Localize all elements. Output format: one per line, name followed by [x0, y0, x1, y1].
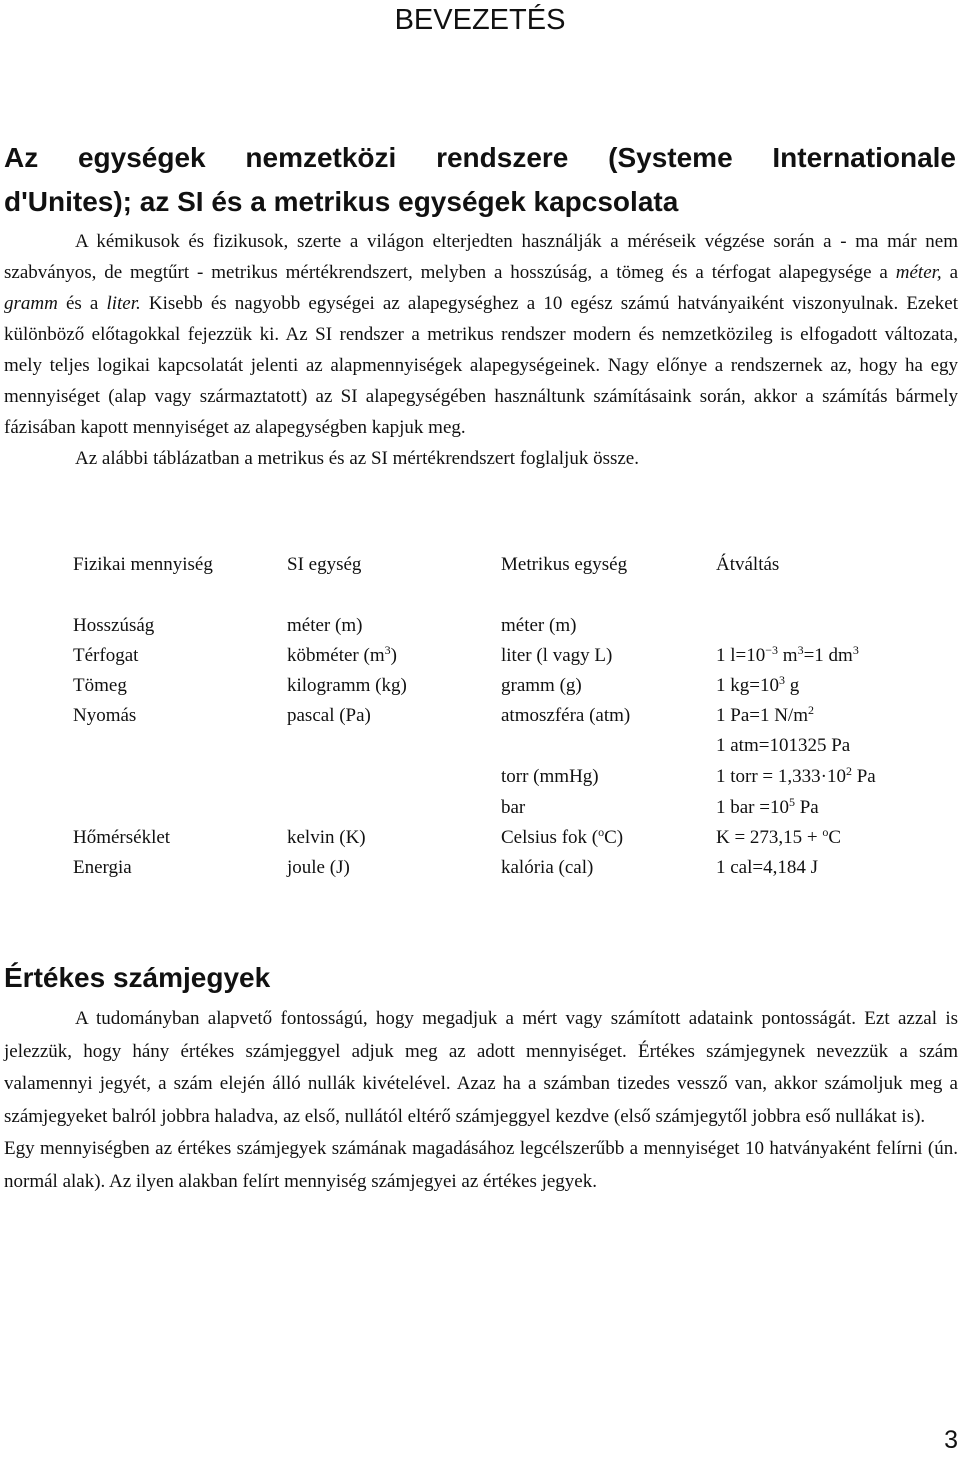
cell-quantity: Hőmérséklet [73, 827, 171, 848]
cell-si-unit: pascal (Pa) [287, 705, 371, 726]
header-conversion: Átváltás [716, 554, 780, 575]
table-intro-text: Az alábbi táblázatban a metrikus és az SI mértékrendszert foglaljuk össze. [75, 448, 639, 469]
header-metric-unit: Metrikus egység [501, 554, 628, 575]
cell-si-unit: méter (m) [287, 615, 363, 636]
intro-text-c: és a [57, 293, 107, 314]
cell-si-unit: kelvin (K) [287, 827, 366, 848]
significant-figures-paragraph [4, 1003, 958, 1198]
cell-quantity: Térfogat [73, 645, 139, 666]
cell-conversion: 1 bar $=10^5$ Pa [716, 795, 819, 818]
cell-metric-unit: liter (l vagy L) [501, 645, 613, 666]
significant-figures-text: A tudományban alapvető fontosságú, hogy megadjuk a mért vagy számított adataink pontosságát. Ezt azzal is jelezzük, hogy hány értékes számjeggyel adjuk meg az adott mennyiséget. Értékes számjegynek nevezzük a szám valamennyi jegyét, a szám elején álló nullák kivételével. Azaz ha a számban tizedes vessző van, akkor számoljuk meg a számjegyeket balról jobbra haladva, az első, nullától eltérő számjeggyel kezdve (első számjegytől jobbra eső nullákat is). [4, 1008, 958, 1127]
section-heading-si [4, 136, 956, 224]
cell-conversion: 1 $l=10^{-3}$ $m^3=1$ $dm^3$ [716, 643, 859, 666]
intro-text [4, 226, 958, 443]
cell-conversion: 1 torr = $1,333\cdot 10^2$ Pa [716, 764, 876, 787]
section-heading-line-1: Az egységek nemzetközi rendszere (Systeme Internationale [4, 142, 956, 173]
header-si-unit: SI egység [287, 554, 362, 575]
cell-si-unit: kilogramm (kg) [287, 675, 407, 696]
term-meter: méter, [895, 262, 942, 283]
cell-conversion: 1 cal=4,184 J [716, 857, 819, 878]
section-heading-significant-figures: Értékes számjegyek [4, 962, 271, 993]
cell-metric-unit: méter (m) [501, 615, 577, 636]
cell-quantity: Nyomás [73, 705, 137, 726]
normal-form-text: Egy mennyiségben az értékes számjegyek számának magadásához legcélszerűbb a mennyiséget 10 hatványaként felírni (ún. normál alak). Az ilyen alakban felírt mennyiség számjegyei az értékes jegyek. [4, 1138, 958, 1192]
intro-paragraph [4, 226, 958, 474]
cell-conversion: 1 atm=101325 Pa [716, 735, 851, 756]
page-number: 3 [944, 1426, 958, 1454]
cell-metric-unit: torr (mmHg) [501, 766, 599, 787]
cell-conversion: K = 273,15 + $^o$C [716, 825, 842, 848]
cell-quantity: Hosszúság [73, 615, 155, 636]
intro-text-d: Kisebb és nagyobb egységei az alapegységhez a 10 egész számú hatványaiként viszonyulnak. Ezeket különböző előtagokkal fejezzük ki. Az SI rendszer a metrikus rendszer modern és nemzetközileg is elfogadott változata, mely teljes logikai kapcsolatát jelenti az alapmennyiségek alapegységeinek. Nagy előnye a rendszernek az, hogy ha egy mennyiséget (alap vagy származtatott) az SI alapegységében használtunk számításaink során, akkor a számítás bármely fázisában kapott mennyiséget az alapegységben kapjuk meg. [4, 293, 959, 438]
cell-si-unit: köbméter $(m^3)$ [287, 643, 397, 666]
cell-si-unit: joule (J) [287, 857, 350, 878]
page-title: BEVEZETÉS [394, 4, 566, 36]
cell-metric-unit: bar [501, 797, 526, 818]
term-liter: liter. [106, 293, 141, 314]
intro-text-a: A kémikusok és fizikusok, szerte a világon elterjedten használják a méréseik végzése során a - ma már nem szabványos, de megtűrt - metrikus mértékrendszert, melyben a hosszúság, a tömeg és a térfogat alapegysége a [4, 231, 958, 283]
cell-conversion: 1 Pa=1 $N/m^2$ [716, 703, 814, 726]
intro-text-b: a [941, 262, 958, 283]
cell-metric-unit: kalória (cal) [501, 857, 594, 878]
section-heading-line-2: d'Unites); az SI és a metrikus egységek kapcsolata [4, 186, 679, 217]
cell-metric-unit: gramm (g) [501, 675, 582, 696]
cell-metric-unit: atmoszféra (atm) [501, 705, 631, 726]
cell-quantity: Energia [73, 857, 132, 878]
cell-quantity: Tömeg [73, 675, 127, 696]
cell-metric-unit: Celsius fok ($^o$C) [501, 825, 624, 848]
cell-conversion: 1 $kg=10^3$ g [716, 673, 800, 696]
term-gramm: gramm [4, 293, 58, 314]
header-quantity: Fizikai mennyiség [73, 554, 213, 575]
